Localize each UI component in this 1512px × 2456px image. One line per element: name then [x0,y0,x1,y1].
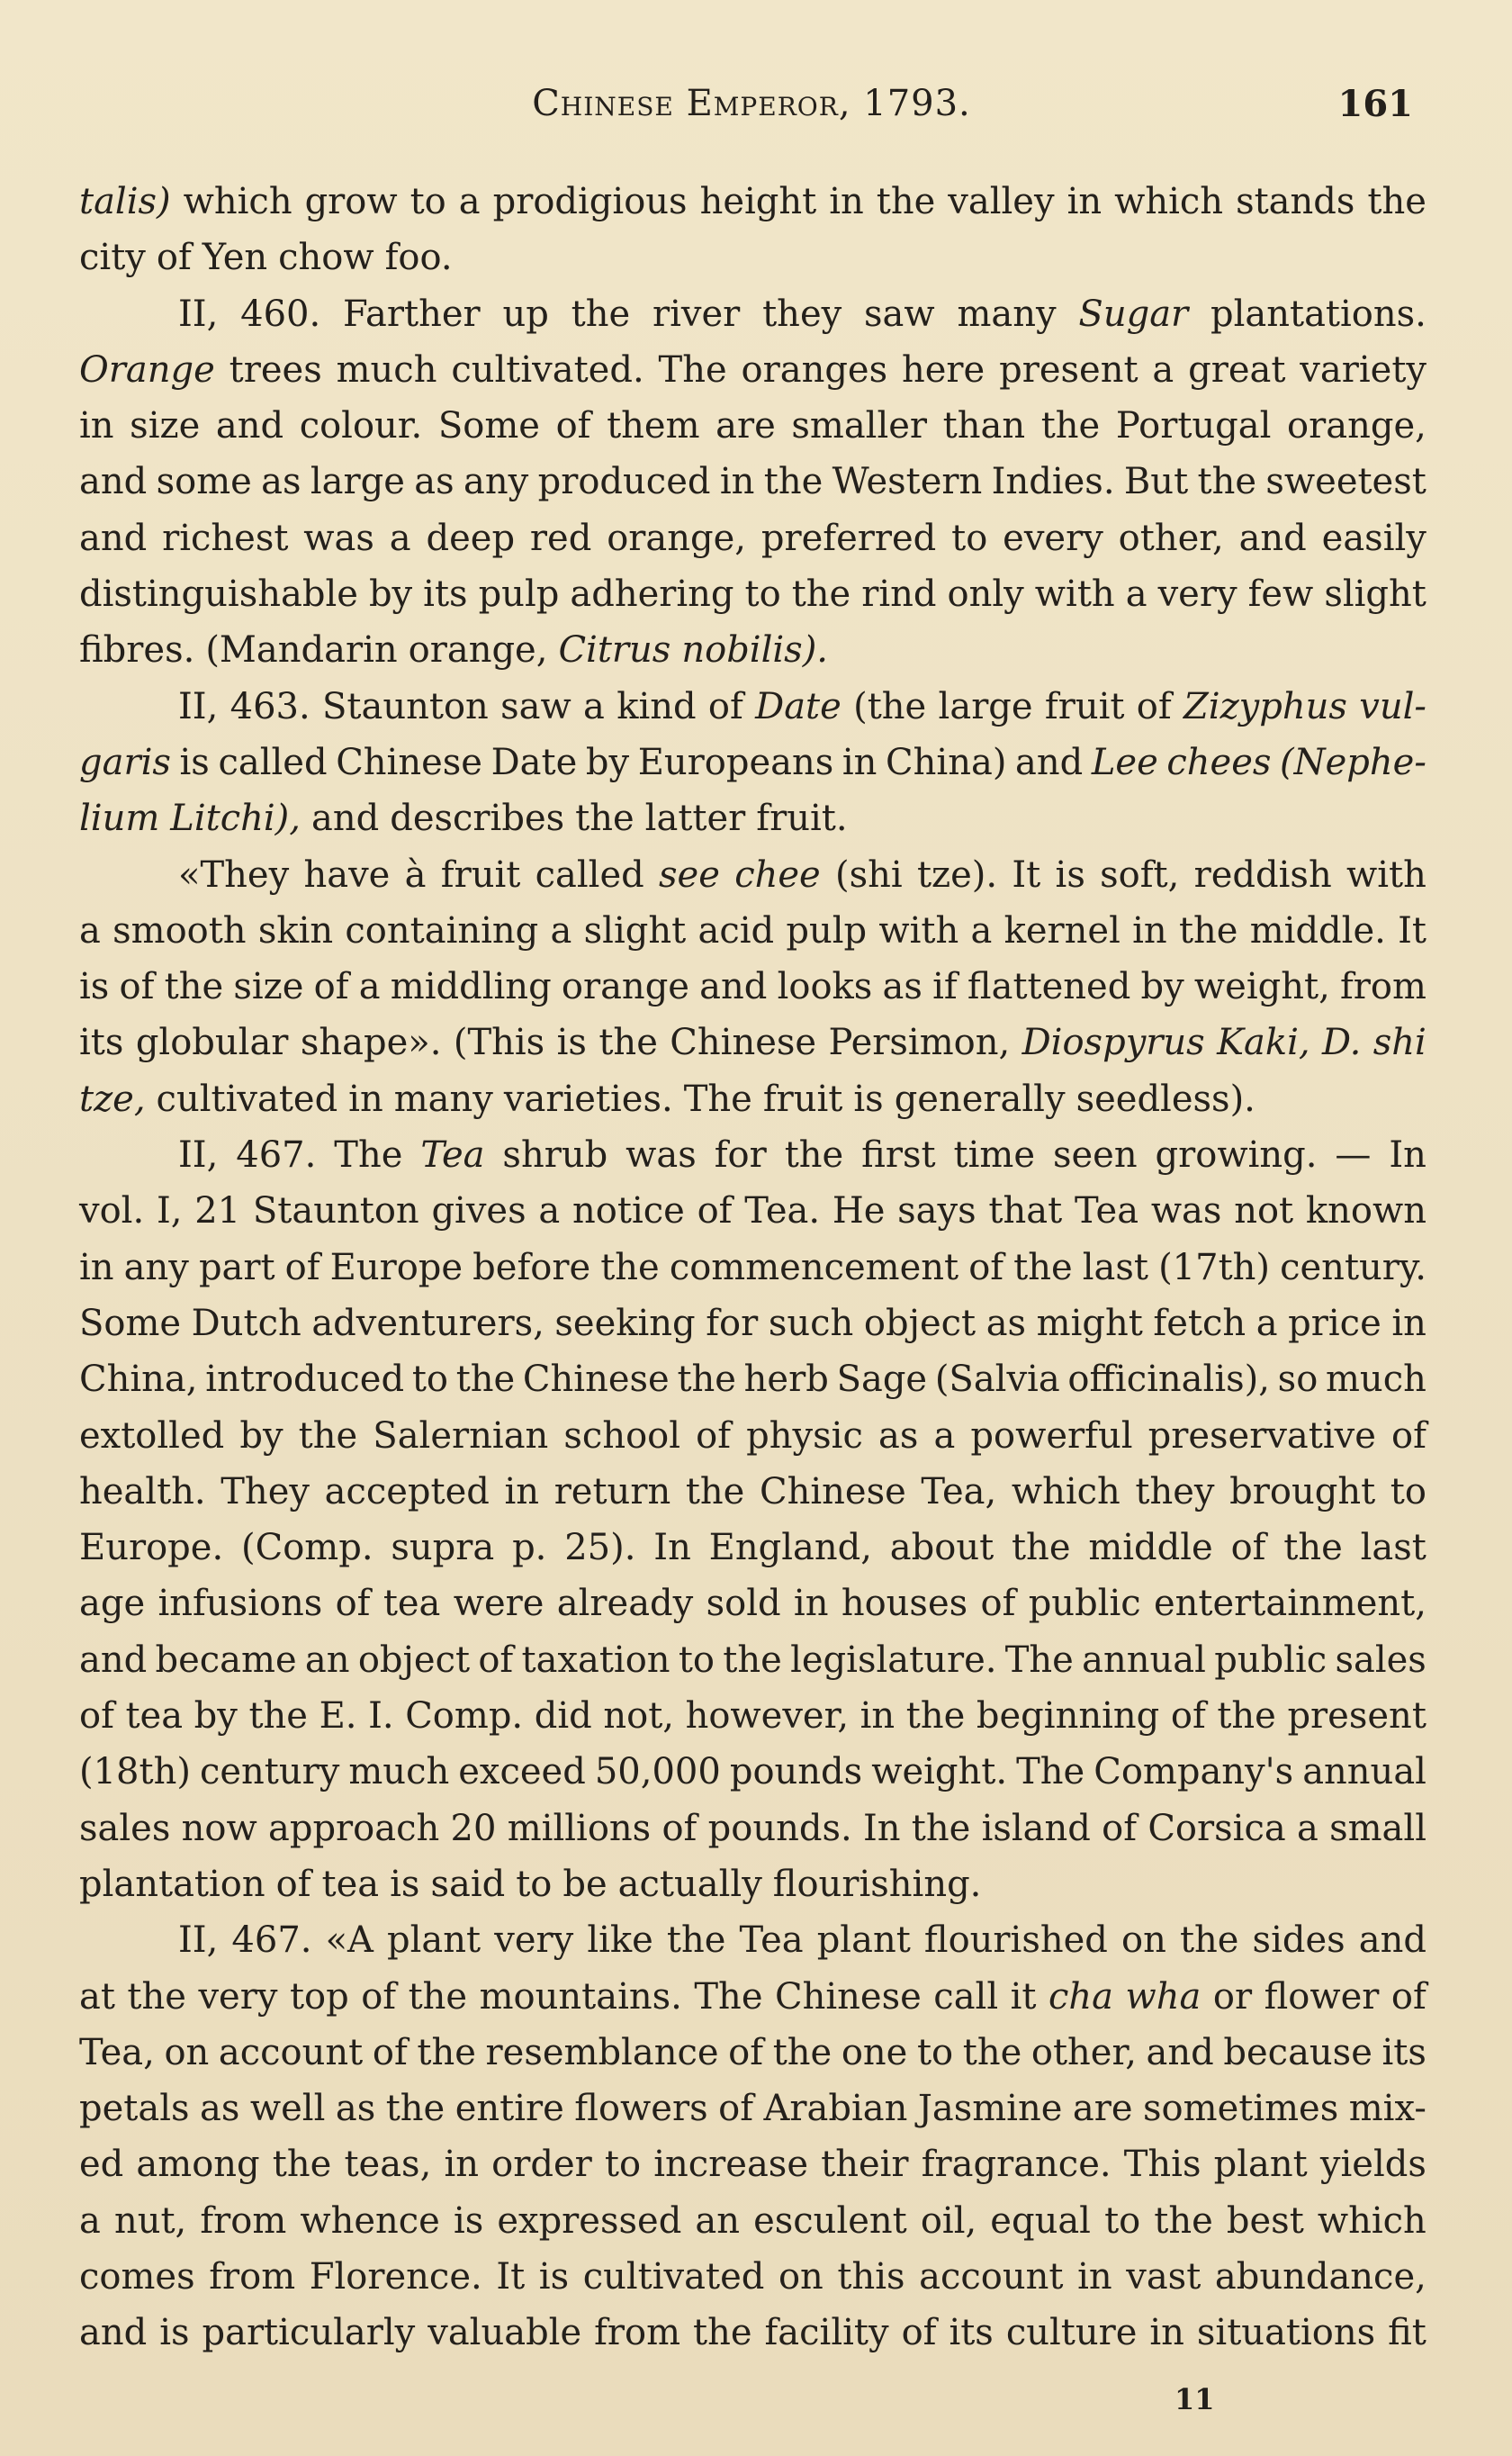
text-line: a nut, from whence is expressed an esculent oil, equal to the best which [79,2199,1426,2242]
text-line: comes from Florence. It is cultivated on this account in vast abundance, [79,2255,1426,2298]
text-line: is of the size of a middling orange and looks as if flattened by weight, from [79,966,1426,1008]
text-line: fibres. (Mandarin orange, Citrus nobilis). [79,629,829,672]
text-line: extolled by the Salernian school of physic as a powerful preservative of [79,1414,1426,1457]
text-line: age infusions of tea were already sold in houses of public entertainment, [79,1583,1426,1625]
text-line: sales now approach 20 millions of pounds. In the island of Corsica a small [79,1807,1426,1849]
text-line: Some Dutch adventurers, seeking for such object as might fetch a price in [79,1302,1426,1344]
text-line: Tea, on account of the resemblance of the one to the other, and because its [79,2031,1426,2073]
text-line: ed among the teas, in order to increase their fragrance. This plant yields [79,2144,1426,2186]
text-line: lium Litchi), and describes the latter fruit. [79,798,848,840]
text-line: and became an object of taxation to the legislature. The annual public sales [79,1639,1426,1681]
text-line: II, 460. Farther up the river they saw many Sugar plantations. [178,293,1426,335]
text-line: health. They accepted in return the Chinese Tea, which they brought to [79,1470,1426,1512]
body-text [79,174,1426,2361]
page-number: 161 [1337,83,1413,125]
text-line: city of Yen chow foo. [79,237,453,279]
text-line: II, 463. Staunton saw a kind of Date (the large fruit of Zizyphus vul- [178,685,1426,727]
text-line: in size and colour. Some of them are smaller than the Portugal orange, [79,405,1426,447]
text-line: China, introduced to the Chinese the herb Sage (Salvia officinalis), so much [79,1359,1426,1401]
text-line: its globular shape». (This is the Chinese Persimon, Diospyrus Kaki, D. shi [79,1022,1426,1064]
text-line: Orange trees much cultivated. The oranges here present a great variety [79,348,1426,391]
text-line: vol. I, 21 Staunton gives a notice of Tea. He says that Tea was not known [79,1190,1426,1233]
running-head: Chinese Emperor, 1793. [532,83,971,124]
text-line: a smooth skin containing a slight acid pulp with a kernel in the middle. It [79,909,1426,952]
text-line: of tea by the E. I. Comp. did not, however, in the beginning of the present [79,1695,1426,1738]
text-line: tze, cultivated in many varieties. The fruit is generally seedless). [79,1078,1256,1120]
text-line: and richest was a deep red orange, preferred to every other, and easily [79,517,1426,559]
text-line: garis is called Chinese Date by Europeans in China) and Lee chees (Nephe- [79,741,1426,783]
text-line: distinguishable by its pulp adhering to the rind only with a very few slight [79,573,1426,616]
text-line: Europe. (Comp. supra p. 25). In England, about the middle of the last [79,1527,1426,1569]
text-line: talis) which grow to a prodigious height in the valley in which stands the [79,181,1426,222]
signature-mark: 11 [1174,2382,1215,2416]
text-line: plantation of tea is said to be actually flourishing. [79,1863,982,1905]
text-line: at the very top of the mountains. The Chinese call it cha wha or flower of [79,1975,1426,2018]
text-line: in any part of Europe before the commencement of the last (17th) century. [79,1246,1426,1288]
text-line: (18th) century much exceed 50,000 pounds weight. The Company's annual [79,1751,1426,1793]
page-header [81,83,1422,137]
text-line: II, 467. «A plant very like the Tea plant flourished on the sides and [178,1919,1426,1962]
text-line: and some as large as any produced in the Western Indies. But the sweetest [79,461,1426,503]
text-line: petals as well as the entire flowers of Arabian Jasmine are sometimes mix- [79,2088,1426,2130]
text-line: II, 467. The Tea shrub was for the first time seen growing. — In [178,1134,1426,1177]
text-line: «They have à fruit called see chee (shi tze). It is soft, reddish with [178,853,1426,896]
text-line: and is particularly valuable from the facility of its culture in situations fit [79,2312,1426,2354]
